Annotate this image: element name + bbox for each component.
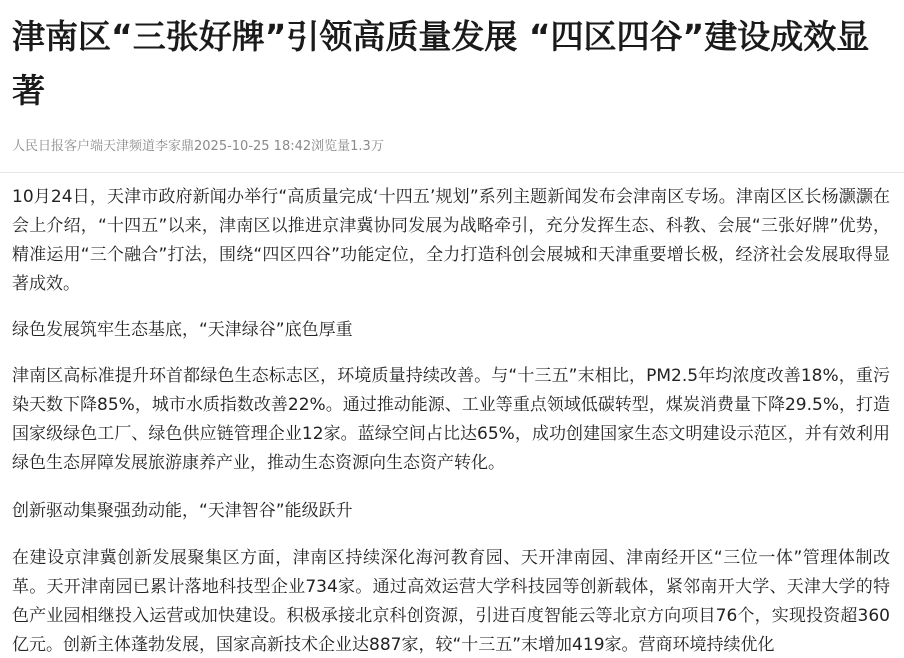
section-heading: 创新驱动集聚强劲动能，“天津智谷”能级跃升 — [12, 501, 353, 521]
article-paragraph: 10月24日，天津市政府新闻办举行“高质量完成‘十四五’规划”系列主题新闻发布会津南区专场。津南区区长杨灏灏在会上介绍，“十四五”以来，津南区以推进京津冀协同发展为战略牵引，充分发挥生态、科教、会展“三张好牌”优势，精准运用“三个融合”打法，围绕“四区四谷”功能定位，全力打造科创会展城和天津重要增长极，经济社会发展取得显著成效。 — [12, 187, 890, 294]
article-title: 津南区“三张好牌”引领高质量发展 “四区四谷”建设成效显著 — [12, 17, 870, 110]
article-paragraph: 在建设京津冀创新发展聚集区方面，津南区持续深化海河教育园、天开津南园、津南经开区“三位一体”管理体制改革。天开津南园已累计落地科技型企业734家。通过高效运营大学科技园等创新载体，紧邻南开大学、天津大学的特色产业园相继投入运营或加快建设。积极承接北京科创资源，引进百度智能云等北京方向项目76个，实现投资超360亿元。创新主体蓬勃发展，国家高新技术企业达887家，较“十三五”末增加419家。营商环境持续优化 — [12, 548, 890, 655]
article-meta: 人民日报客户端天津频道李家鼎2025-10-25 18:42浏览量1.3万 — [12, 139, 384, 154]
section-heading: 绿色发展筑牢生态基底，“天津绿谷”底色厚重 — [12, 320, 353, 340]
article-paragraph: 津南区高标准提升环首都绿色生态标志区，环境质量持续改善。与“十三五”末相比，PM2.5年均浓度改善18%，重污染天数下降85%，城市水质指数改善22%。通过推动能源、工业等重点领域低碳转型，煤炭消费量下降29.5%，打造国家级绿色工厂、绿色供应链管理企业12家。蓝绿空间占比达65%，成功创建国家生态文明建设示范区，并有效利用绿色生态屏障发展旅游康养产业，推动生态资源向生态资产转化。 — [12, 366, 890, 473]
header-divider — [0, 172, 904, 173]
